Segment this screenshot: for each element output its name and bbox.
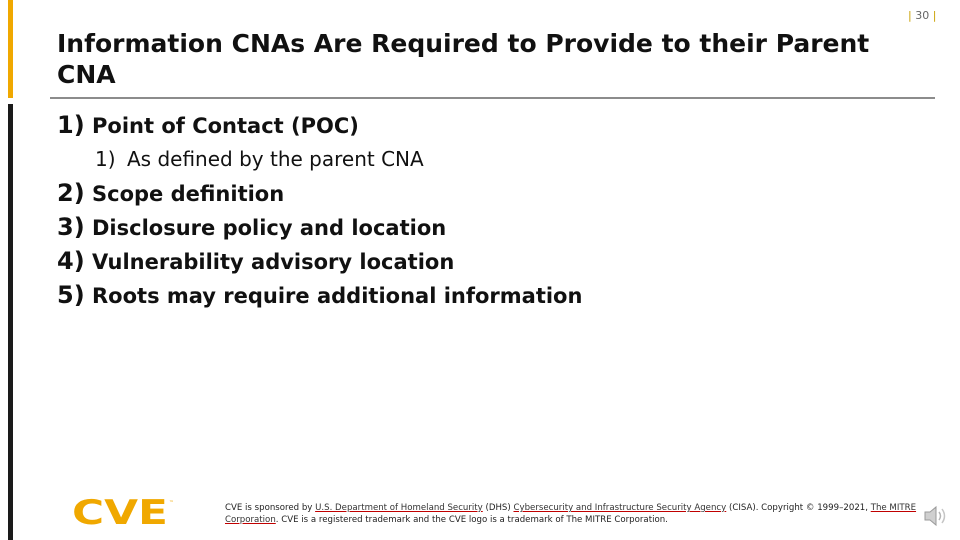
svg-text:CVE: CVE: [72, 496, 168, 526]
mitre-link[interactable]: The MITRE Corporation: [225, 503, 917, 525]
cisa-link[interactable]: Cybersecurity and Infrastructure Security Agency: [513, 503, 727, 513]
svg-text:™: ™: [169, 500, 174, 506]
footer-copyright: CVE is sponsored by U.S. Department of Homeland Security (DHS) Cybersecurity and Infrastructure Security Agency (CISA). Copyright © 1999–2021, The MITRE Corporation. CVE is a registered trademark and the CVE logo is a trademark of The MITRE Corporation.: [225, 503, 917, 525]
cve-logo: [72, 496, 176, 526]
page-number: | 30 |: [908, 9, 937, 22]
dhs-link[interactable]: U.S. Department of Homeland Security: [315, 503, 483, 513]
speaker-icon[interactable]: [922, 503, 950, 529]
list-item: 3) Disclosure policy and location: [57, 213, 447, 241]
accent-bar-top: [8, 0, 13, 98]
accent-bar-side: [8, 104, 13, 540]
list-item: 1) Point of Contact (POC): [57, 111, 359, 139]
slide-title: Information CNAs Are Required to Provide to their Parent CNA: [57, 29, 870, 89]
requirements-list: [57, 108, 917, 312]
list-item: 4) Vulnerability advisory location: [57, 247, 455, 275]
list-item: 5) Roots may require additional information: [57, 281, 583, 309]
sub-list-item: 1) As defined by the parent CNA: [95, 147, 424, 171]
title-divider: [50, 97, 935, 99]
list-item: 2) Scope definition: [57, 179, 285, 207]
